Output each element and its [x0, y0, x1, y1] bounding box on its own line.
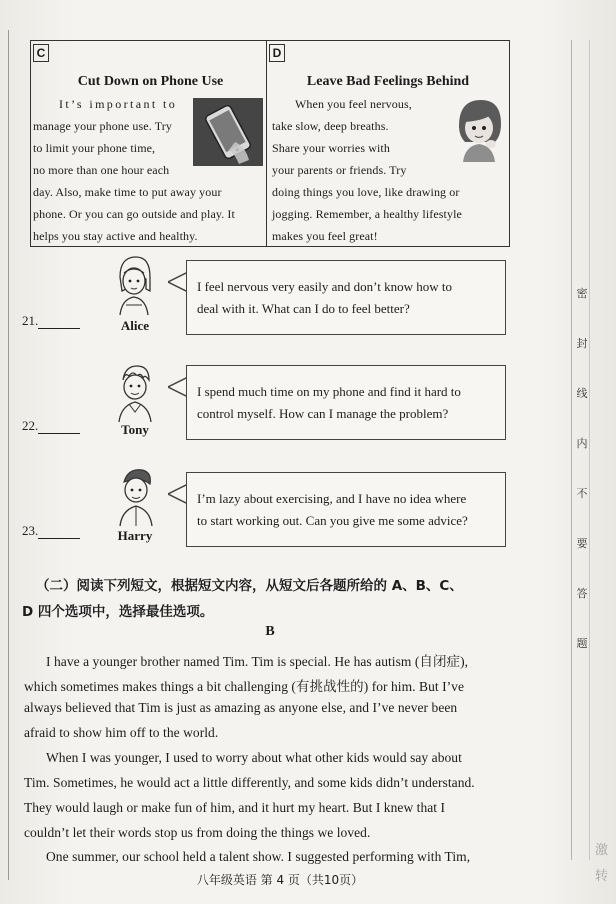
speech-bubble [186, 472, 506, 547]
seal-char: 线 [576, 387, 588, 400]
passage-line: I have a younger brother named Tim. Tim is special. He has autism (自闭症), [46, 654, 469, 669]
question-number: 22. [22, 418, 80, 434]
speech-bubble-tail-icon [168, 270, 188, 294]
passage-line: One summer, our school held a talent show. I suggested performing with Tim, [46, 849, 471, 864]
alice-avatar-icon [112, 255, 156, 315]
seal-char: 密 [576, 287, 588, 300]
passage-line: which sometimes makes things a bit challenging (有挑战性的) for him. But I’ve [24, 679, 465, 694]
speech-bubble [186, 365, 506, 440]
seal-line [571, 40, 572, 860]
option-card-d [267, 41, 509, 246]
speech-bubble-tail-icon [168, 375, 188, 399]
seal-char: 答 [576, 587, 588, 600]
option-text-line: It’s important to [59, 97, 178, 111]
speech-line: deal with it. What can I do to feel better? [197, 301, 410, 316]
speaker-name: Alice [120, 318, 150, 333]
option-text-line: Share your worries with [272, 141, 390, 155]
option-text-line: helps you stay active and healthy. [33, 229, 198, 243]
passage-line: When I was younger, I used to worry about what other kids would say about [46, 750, 462, 765]
option-text-line: no more than one hour each [33, 163, 170, 177]
option-letter: D [269, 44, 285, 62]
speech-bubble [186, 260, 506, 335]
watermark-text [595, 838, 616, 890]
option-letter: C [33, 44, 49, 62]
speech-line: control myself. How can I manage the problem? [197, 406, 449, 421]
option-text-line: jogging. Remember, a healthy lifestyle [272, 207, 462, 221]
option-text-line: manage your phone use. Try [33, 119, 172, 133]
speech-bubble-tail-icon [168, 482, 188, 506]
option-text-line: to limit your phone time, [33, 141, 156, 155]
question-number: 23. [22, 523, 80, 539]
phone-icon [193, 98, 263, 166]
answer-blank[interactable] [38, 316, 80, 329]
option-card-c [31, 41, 267, 246]
seal-line-text [575, 285, 589, 685]
seal-char: 封 [576, 337, 588, 350]
option-text-line: makes you feel great! [272, 229, 378, 243]
watermark-char: 转 [595, 869, 609, 884]
speech-line: I feel nervous very easily and don’t know how to [197, 279, 453, 294]
instruction-line: D 四个选项中，选择最佳选项。 [22, 604, 214, 620]
harry-avatar-icon [114, 466, 158, 526]
speech-line: I spend much time on my phone and find it hard to [197, 384, 461, 399]
question-number: 21. [22, 313, 80, 329]
option-text-line: day. Also, make time to put away your [33, 185, 222, 199]
passage-line: always believed that Tim is just as amazing as anyone else, and I’ve never been [24, 700, 458, 715]
speaker-name: Harry [117, 528, 153, 543]
option-text-line: phone. Or you can go outside and play. It [33, 207, 235, 221]
passage-line: Tim. Sometimes, he would act a little differently, and some kids didn’t understand. [24, 775, 475, 790]
seal-line-outer [589, 40, 590, 860]
seal-char: 题 [576, 637, 588, 650]
passage-line: They would laugh or make fun of him, and it hurt my heart. But I knew that I [24, 800, 446, 815]
page-footer: 八年级英语 第 4 页（共10页） [196, 873, 364, 887]
passage-letter: B [265, 624, 275, 639]
option-title: Leave Bad Feelings Behind [306, 74, 470, 89]
seal-char: 不 [576, 487, 588, 500]
answer-blank[interactable] [38, 421, 80, 434]
option-text-line: doing things you love, like drawing or [272, 185, 460, 199]
tony-avatar-icon [113, 362, 157, 422]
section-instructions [22, 573, 542, 625]
watermark-char: 激 [595, 843, 609, 858]
instruction-line: （二）阅读下列短文，根据短文内容，从短文后各题所给的 A、B、C、 [36, 578, 463, 594]
speech-line: to start working out. Can you give me some advice? [197, 513, 468, 528]
passage-line: afraid to show him off to the world. [24, 725, 219, 740]
answer-blank[interactable] [38, 526, 80, 539]
option-text-line: When you feel nervous, [295, 97, 412, 111]
seal-char: 要 [576, 537, 588, 550]
option-title: Cut Down on Phone Use [77, 74, 224, 89]
seal-char: 内 [576, 437, 588, 450]
girl-icon [449, 96, 503, 164]
option-text-line: your parents or friends. Try [272, 163, 407, 177]
speech-line: I’m lazy about exercising, and I have no idea where [197, 491, 467, 506]
speaker-name: Tony [121, 422, 149, 437]
binding-rule [8, 30, 9, 880]
options-box [30, 40, 510, 247]
option-text-line: take slow, deep breaths. [272, 119, 389, 133]
passage-line: couldn’t let their words stop us from doing the things we loved. [24, 825, 371, 840]
